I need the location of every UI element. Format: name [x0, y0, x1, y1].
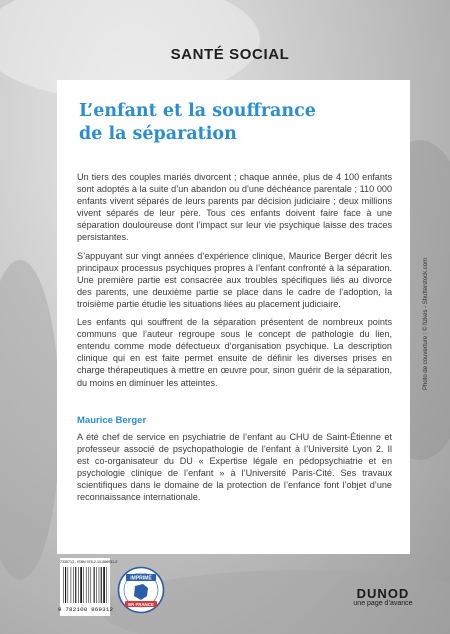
- barcode-bar: [101, 567, 102, 603]
- barcode-bar: [103, 567, 105, 603]
- barcode-bar: [86, 567, 87, 603]
- description-paragraph: Les enfants qui souffrent de la séparation présentent de nombreux points communs que l’auteur regroupe sous le concept de pathologie du lien, entendu comme mode défectueux d’organisation psychique. La description clinique qui en est faite permet ensuite de définir les diverses prises en charge thérapeutiques à mettre en œuvre pour, sinon guérir de la séparation, du moins en diminuer les atteintes.: [77, 317, 392, 388]
- barcode-bar: [80, 567, 82, 603]
- barcode-bar: [91, 567, 92, 603]
- barcode-bar: [96, 567, 97, 603]
- series-label: SANTÉ SOCIAL: [170, 46, 290, 63]
- barcode-bar: [65, 567, 66, 603]
- publisher-tagline: une page d’avance: [353, 600, 413, 607]
- book-title: [79, 100, 399, 146]
- barcode-bar: [68, 567, 69, 603]
- barcode-bar: [78, 567, 79, 603]
- barcode-bar: [73, 567, 74, 603]
- barcode-icon: [63, 567, 109, 605]
- title-line-1: L’enfant et la souffrance: [79, 101, 316, 121]
- barcode-bar: [63, 567, 64, 603]
- text-panel: [57, 80, 410, 554]
- barcode-bar: [75, 567, 76, 603]
- photo-credit: Photo de couverture : © fizkes - Shutterstock.com: [423, 257, 429, 390]
- publisher-logo: DUNOD: [356, 586, 410, 601]
- badge-top-text: IMPRIMÉ: [130, 575, 152, 582]
- barcode-bar: [89, 567, 90, 603]
- title-line-2: de la séparation: [79, 124, 237, 144]
- barcode-bar: [71, 567, 72, 603]
- barcode-bar: [106, 567, 107, 603]
- description-paragraph: Un tiers des couples mariés divorcent ; chaque année, plus de 4 100 enfants sont adoptés à la suite d’un abandon ou d’une déchéance parentale ; 110 000 enfants vivent séparés de leurs parents par décision judiciaire ; deux millions vivent séparés de leur père. Tous ces enfants doivent faire face à une séparation douloureuse dont l’impact sur leur vie psychique laisse des traces persistantes.: [77, 172, 392, 243]
- book-description: [77, 171, 392, 395]
- author-bio: A été chef de service en psychiatrie de l’enfant au CHU de Saint-Étienne et professeur associé de psychopathologie de l’enfant à l’Université Lyon 2. Il est co-organisateur du DU « Expertise légale en pédopsychiatrie et en psychologie clinique de l’enfant » à l’Université Paris-Cité. Ses travaux scientifiques dans le domaine de la protection de l’enfance font l’objet d’une reconnaissance internationale.: [77, 432, 392, 503]
- author-name: Maurice Berger: [77, 415, 147, 426]
- description-paragraph: S’appuyant sur vingt années d’expérience clinique, Maurice Berger décrit les principaux processus psychiques propres à l’enfant confronté à la séparation. Une première partie est consacrée aux troubles spécifiques liés au divorce des parents, une deuxième partie se place dans le cadre de l’adoption, la troisième partie étudie les situations liées au placement judiciaire.: [77, 250, 392, 309]
- imprime-en-france-badge-icon: [117, 566, 165, 614]
- badge-bottom-text: EN FRANCE: [128, 601, 154, 607]
- isbn-line: 7335713 - ISBN 978-2-10-086931-2: [60, 560, 118, 564]
- barcode-bar: [83, 567, 84, 603]
- barcode-bar: [94, 567, 95, 603]
- barcode-bar: [99, 567, 100, 603]
- barcode-digits: 9 782100 869312: [58, 606, 114, 613]
